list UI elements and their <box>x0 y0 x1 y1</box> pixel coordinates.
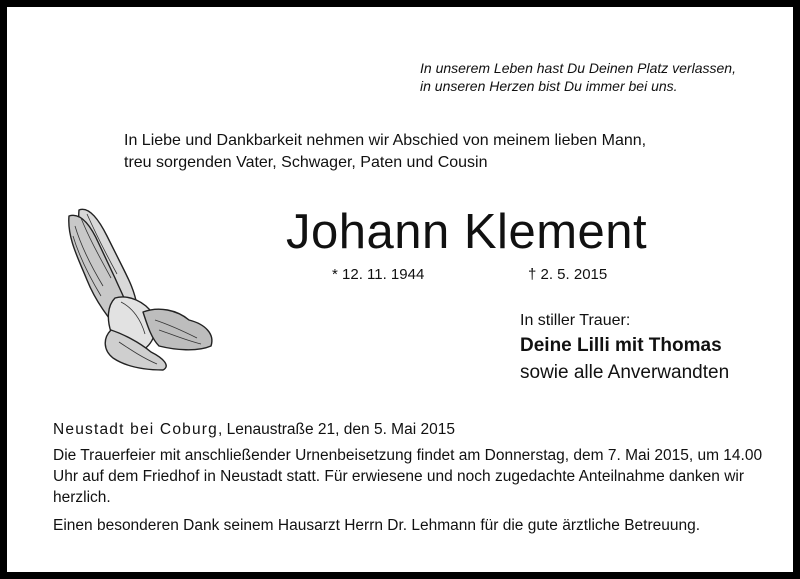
death-date: † 2. 5. 2015 <box>528 266 608 283</box>
place-address-date: , Lenaustraße 21, den 5. Mai 2015 <box>217 421 455 438</box>
funeral-details: Die Trauerfeier mit anschließender Urnenbeisetzung findet am Donnerstag, dem 7. Mai 2015, um 14.00 Uhr auf dem Friedhof in Neustadt statt. Für erwiesene und noch zugedachte Anteilnahme danken wir herzlich. <box>53 447 763 506</box>
motto-line-2: in unseren Herzen bist Du immer bei uns. <box>420 78 678 94</box>
intro-text <box>124 130 646 174</box>
deceased-name: Johann Klement <box>286 205 648 259</box>
birth-date: * 12. 11. 1944 <box>332 266 425 283</box>
mourners-label: In stiller Trauer: <box>520 312 631 329</box>
praying-hands-icon <box>59 202 219 372</box>
motto <box>420 59 736 95</box>
notice-body <box>53 445 765 536</box>
mourners-names: Deine Lilli mit Thomas <box>520 335 722 356</box>
place-date-line <box>53 421 455 439</box>
motto-line-1: In unserem Leben hast Du Deinen Platz verlassen, <box>420 60 736 76</box>
intro-line-2: treu sorgenden Vater, Schwager, Paten und Cousin <box>124 154 488 171</box>
special-thanks: Einen besonderen Dank seinem Hausarzt Herrn Dr. Lehmann für die gute ärztliche Betreuung. <box>53 517 701 534</box>
place-city: Neustadt bei Coburg <box>53 421 218 438</box>
mourners-relatives: sowie alle Anverwandten <box>520 362 730 383</box>
intro-line-1: In Liebe und Dankbarkeit nehmen wir Abschied von meinem lieben Mann, <box>124 132 647 149</box>
